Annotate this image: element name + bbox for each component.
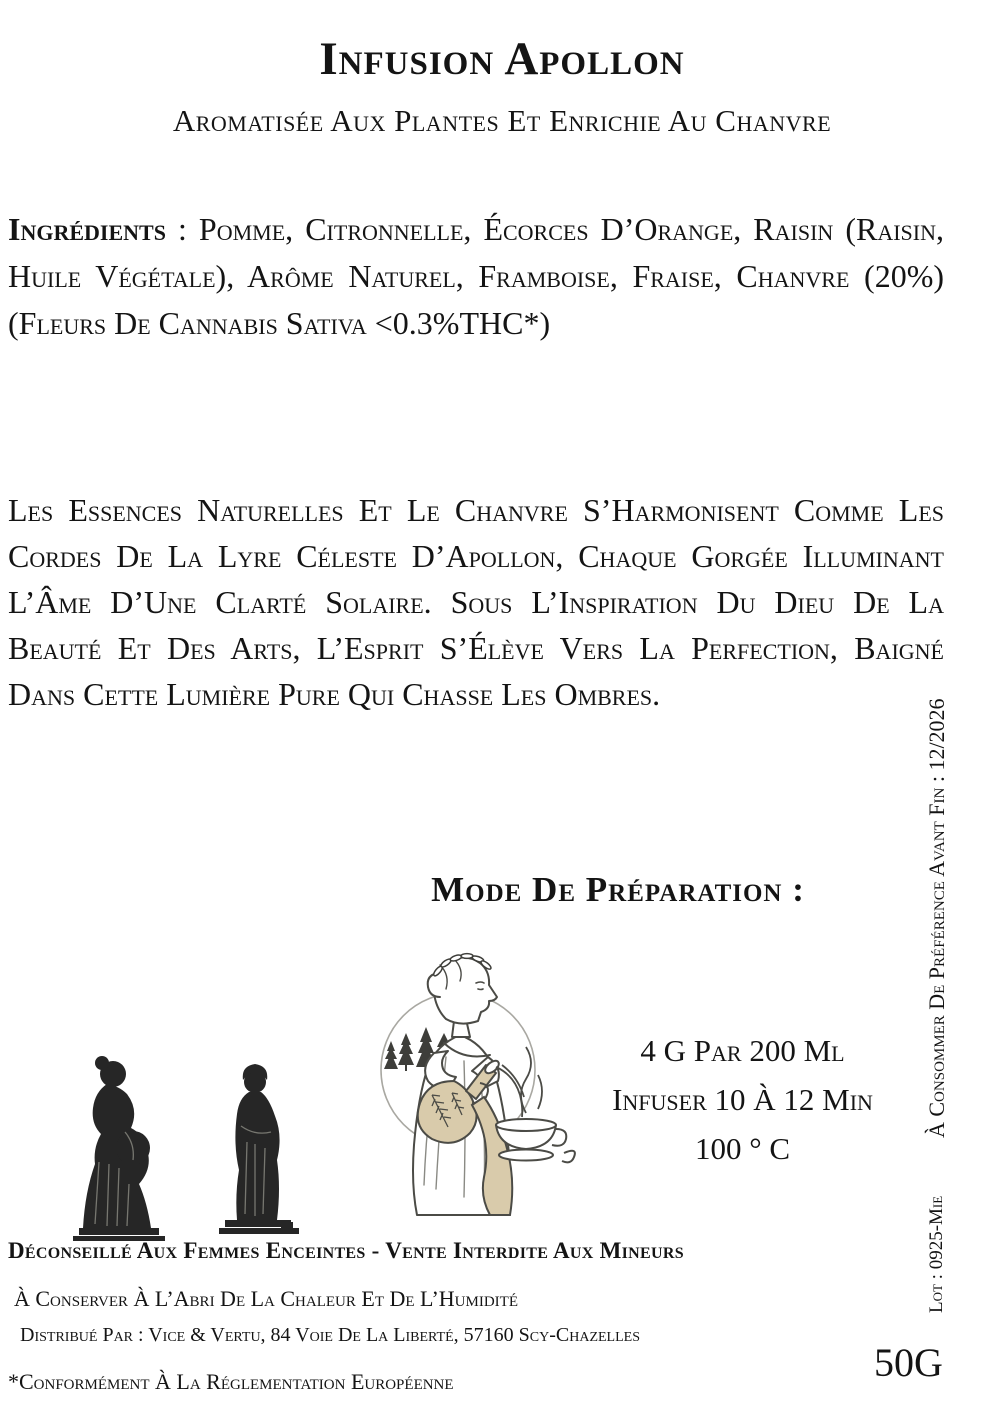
temperature: 100 ° C [694, 1131, 791, 1166]
infusion-time: Infuser 10 À 12 Min [612, 1082, 873, 1117]
net-weight: 50G [874, 1340, 943, 1385]
page-title: Infusion Apollon [319, 33, 685, 85]
steam-icon [521, 1047, 542, 1113]
dose-per-volume: 4 G Par 200 Ml [640, 1033, 845, 1068]
warning-pregnancy-minors: Déconseillé Aux Femmes Enceintes - Vente Interdite Aux Mineurs [8, 1238, 684, 1263]
ingredients-list: Pomme, Citronnelle, Écorces D’Orange, Raisin (Raisin, Huile Végétale), Arôme Naturel, Framboise, Fraise, Chanvre (20%)(Fleurs De Cannabis Sativa <0.3%THC*) [8, 211, 945, 341]
distributor-info: Distribué Par : Vice & Vertu, 84 Voie De La Liberté, 57160 Scy-Chazelles [20, 1324, 640, 1346]
description-paragraph: Les Essences Naturelles Et Le Chanvre S’Harmonisent Comme Les Cordes De La Lyre Céleste D’Apollon, Chaque Gorgée Illuminant L’Âme D’Une Clarté Solaire. Sous L’Inspiration Du Dieu De La Beauté Et Des Arts, L’Esprit S’Élève Vers La Perfection, Baigné Dans Cette Lumière Pure Qui Chasse Les Ombres. [8, 492, 944, 712]
statues-illustration [55, 1052, 305, 1244]
storage-instructions: À Conserver À L’Abri De La Chaleur Et De L’Humidité [14, 1286, 518, 1311]
ingredients-separator: : [177, 211, 187, 247]
regulation-note: *Conformément À La Réglementation Européenne [8, 1369, 454, 1394]
hair-bun [428, 973, 440, 997]
preparation-heading: Mode De Préparation : [431, 870, 805, 909]
preparation-instructions [560, 1026, 925, 1173]
lot-number: Lot : 0925-Mie [926, 1195, 947, 1313]
best-before-date: À Consommer De Préférence Avant Fin : 12/2026 [924, 698, 949, 1138]
ingredients-label: Ingrédients [8, 211, 166, 247]
pregnant-woman-statue-icon [73, 1056, 165, 1241]
youth-statue-icon [219, 1064, 299, 1234]
page-subtitle: Aromatisée Aux Plantes Et Enrichie Au Chanvre [172, 103, 832, 138]
ingredients-paragraph [8, 206, 944, 347]
